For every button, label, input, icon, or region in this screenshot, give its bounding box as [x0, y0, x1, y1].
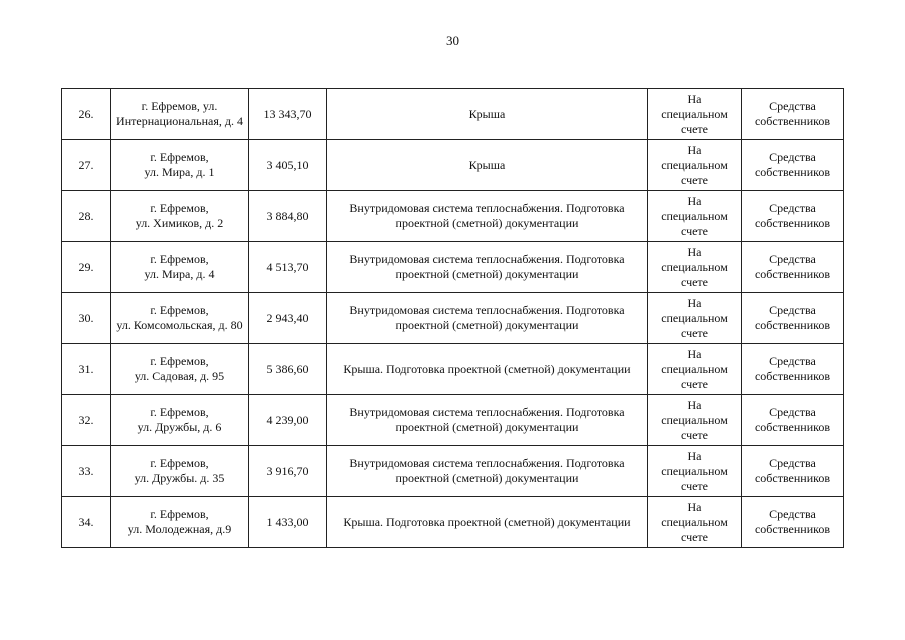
row-number: 26.: [62, 89, 111, 140]
work-type-line: Крыша: [468, 106, 506, 121]
fund-line: счете: [680, 121, 709, 136]
cost-cell: 4 513,70: [249, 242, 327, 293]
address-line: ул. Садовая, д. 95: [134, 369, 225, 383]
address-line: г. Ефремов,: [150, 507, 209, 521]
fund-line: специальном: [661, 157, 728, 172]
fund-method-cell: [648, 89, 742, 140]
table-row: [62, 446, 844, 497]
fund-line: На: [687, 91, 702, 106]
address-line: Интернациональная, д. 4: [116, 114, 243, 128]
table-row: [62, 293, 844, 344]
work-type-line: Крыша: [468, 157, 506, 172]
fund-line: счете: [680, 529, 709, 544]
table-row: [62, 344, 844, 395]
work-type-line: Крыша. Подготовка проектной (сметной) документации: [343, 514, 631, 529]
fund-method-cell: [648, 497, 742, 548]
fund-line: На: [687, 397, 702, 412]
source-line: собственников: [754, 216, 831, 230]
table-row: [62, 191, 844, 242]
table-row: [62, 140, 844, 191]
work-type-cell: [327, 344, 648, 395]
source-line: Средства: [769, 252, 816, 266]
work-type-line: Внутридомовая система теплоснабжения. Подготовка: [349, 303, 625, 317]
address-line: г. Ефремов,: [150, 405, 209, 419]
work-type-cell: [327, 191, 648, 242]
source-line: собственников: [754, 471, 831, 485]
funding-source-cell: [742, 497, 844, 548]
address-cell: [111, 293, 249, 344]
funding-source-cell: [742, 191, 844, 242]
cost-cell: 4 239,00: [249, 395, 327, 446]
source-line: собственников: [754, 318, 831, 332]
cost-cell: 2 943,40: [249, 293, 327, 344]
address-line: г. Ефремов,: [150, 303, 209, 317]
address-line: ул. Дружбы. д. 35: [134, 471, 225, 485]
work-type-line: Внутридомовая система теплоснабжения. Подготовка: [349, 405, 625, 419]
address-cell: [111, 344, 249, 395]
address-line: г. Ефремов, ул.: [141, 99, 218, 113]
work-type-cell: [327, 497, 648, 548]
fund-line: На: [687, 295, 702, 310]
row-number: 33.: [62, 446, 111, 497]
fund-line: счете: [680, 172, 709, 187]
fund-method-cell: [648, 140, 742, 191]
address-line: ул. Дружбы, д. 6: [137, 420, 222, 434]
work-type-line: проектной (сметной) документации: [395, 318, 579, 332]
work-type-line: Внутридомовая система теплоснабжения. Подготовка: [349, 252, 625, 266]
work-type-line: проектной (сметной) документации: [395, 267, 579, 281]
cost-cell: 3 884,80: [249, 191, 327, 242]
work-type-cell: [327, 446, 648, 497]
address-cell: [111, 89, 249, 140]
address-line: г. Ефремов,: [150, 150, 209, 164]
source-line: собственников: [754, 420, 831, 434]
address-line: г. Ефремов,: [150, 201, 209, 215]
address-line: ул. Мира, д. 4: [144, 267, 215, 281]
source-line: собственников: [754, 522, 831, 536]
fund-line: счете: [680, 376, 709, 391]
row-number: 31.: [62, 344, 111, 395]
work-type-cell: [327, 395, 648, 446]
fund-line: счете: [680, 325, 709, 340]
fund-line: специальном: [661, 463, 728, 478]
fund-line: специальном: [661, 412, 728, 427]
fund-line: На: [687, 499, 702, 514]
fund-method-cell: [648, 191, 742, 242]
funding-source-cell: [742, 140, 844, 191]
table-row: [62, 395, 844, 446]
address-cell: [111, 140, 249, 191]
funding-source-cell: [742, 446, 844, 497]
fund-method-cell: [648, 395, 742, 446]
cost-cell: 3 916,70: [249, 446, 327, 497]
funding-source-cell: [742, 293, 844, 344]
funding-source-cell: [742, 344, 844, 395]
fund-line: На: [687, 142, 702, 157]
fund-method-cell: [648, 293, 742, 344]
fund-line: специальном: [661, 361, 728, 376]
fund-line: счете: [680, 223, 709, 238]
address-line: г. Ефремов,: [150, 456, 209, 470]
work-type-line: Внутридомовая система теплоснабжения. Подготовка: [349, 456, 625, 470]
source-line: Средства: [769, 354, 816, 368]
works-table: [61, 88, 844, 548]
source-line: собственников: [754, 369, 831, 383]
address-cell: [111, 395, 249, 446]
table-row: [62, 89, 844, 140]
row-number: 32.: [62, 395, 111, 446]
row-number: 29.: [62, 242, 111, 293]
source-line: Средства: [769, 507, 816, 521]
fund-line: специальном: [661, 514, 728, 529]
row-number: 30.: [62, 293, 111, 344]
source-line: собственников: [754, 114, 831, 128]
source-line: Средства: [769, 456, 816, 470]
cost-cell: 3 405,10: [249, 140, 327, 191]
fund-line: На: [687, 346, 702, 361]
work-type-line: Крыша. Подготовка проектной (сметной) документации: [343, 361, 631, 376]
address-line: ул. Комсомольская, д. 80: [116, 318, 243, 332]
fund-line: счете: [680, 274, 709, 289]
address-line: ул. Мира, д. 1: [144, 165, 215, 179]
fund-line: На: [687, 244, 702, 259]
row-number: 28.: [62, 191, 111, 242]
table-row: [62, 242, 844, 293]
funding-source-cell: [742, 89, 844, 140]
fund-line: На: [687, 193, 702, 208]
address-line: ул. Молодежная, д.9: [127, 522, 232, 536]
fund-method-cell: [648, 242, 742, 293]
cost-cell: 13 343,70: [249, 89, 327, 140]
source-line: Средства: [769, 303, 816, 317]
address-line: г. Ефремов,: [150, 354, 209, 368]
fund-line: специальном: [661, 208, 728, 223]
fund-line: счете: [680, 478, 709, 493]
address-cell: [111, 446, 249, 497]
row-number: 34.: [62, 497, 111, 548]
address-cell: [111, 191, 249, 242]
page-number: 30: [446, 33, 459, 48]
fund-line: специальном: [661, 259, 728, 274]
source-line: Средства: [769, 150, 816, 164]
work-type-cell: [327, 89, 648, 140]
work-type-cell: [327, 293, 648, 344]
table-row: [62, 497, 844, 548]
source-line: Средства: [769, 405, 816, 419]
work-type-line: Внутридомовая система теплоснабжения. Подготовка: [349, 201, 625, 215]
work-type-cell: [327, 140, 648, 191]
source-line: собственников: [754, 267, 831, 281]
fund-line: специальном: [661, 310, 728, 325]
source-line: Средства: [769, 201, 816, 215]
fund-method-cell: [648, 446, 742, 497]
work-type-line: проектной (сметной) документации: [395, 420, 579, 434]
fund-method-cell: [648, 344, 742, 395]
address-line: ул. Химиков, д. 2: [135, 216, 224, 230]
fund-line: специальном: [661, 106, 728, 121]
work-type-cell: [327, 242, 648, 293]
cost-cell: 5 386,60: [249, 344, 327, 395]
source-line: собственников: [754, 165, 831, 179]
funding-source-cell: [742, 395, 844, 446]
source-line: Средства: [769, 99, 816, 113]
fund-line: счете: [680, 427, 709, 442]
work-type-line: проектной (сметной) документации: [395, 471, 579, 485]
funding-source-cell: [742, 242, 844, 293]
row-number: 27.: [62, 140, 111, 191]
work-type-line: проектной (сметной) документации: [395, 216, 579, 230]
address-cell: [111, 242, 249, 293]
address-line: г. Ефремов,: [150, 252, 209, 266]
cost-cell: 1 433,00: [249, 497, 327, 548]
fund-line: На: [687, 448, 702, 463]
address-cell: [111, 497, 249, 548]
